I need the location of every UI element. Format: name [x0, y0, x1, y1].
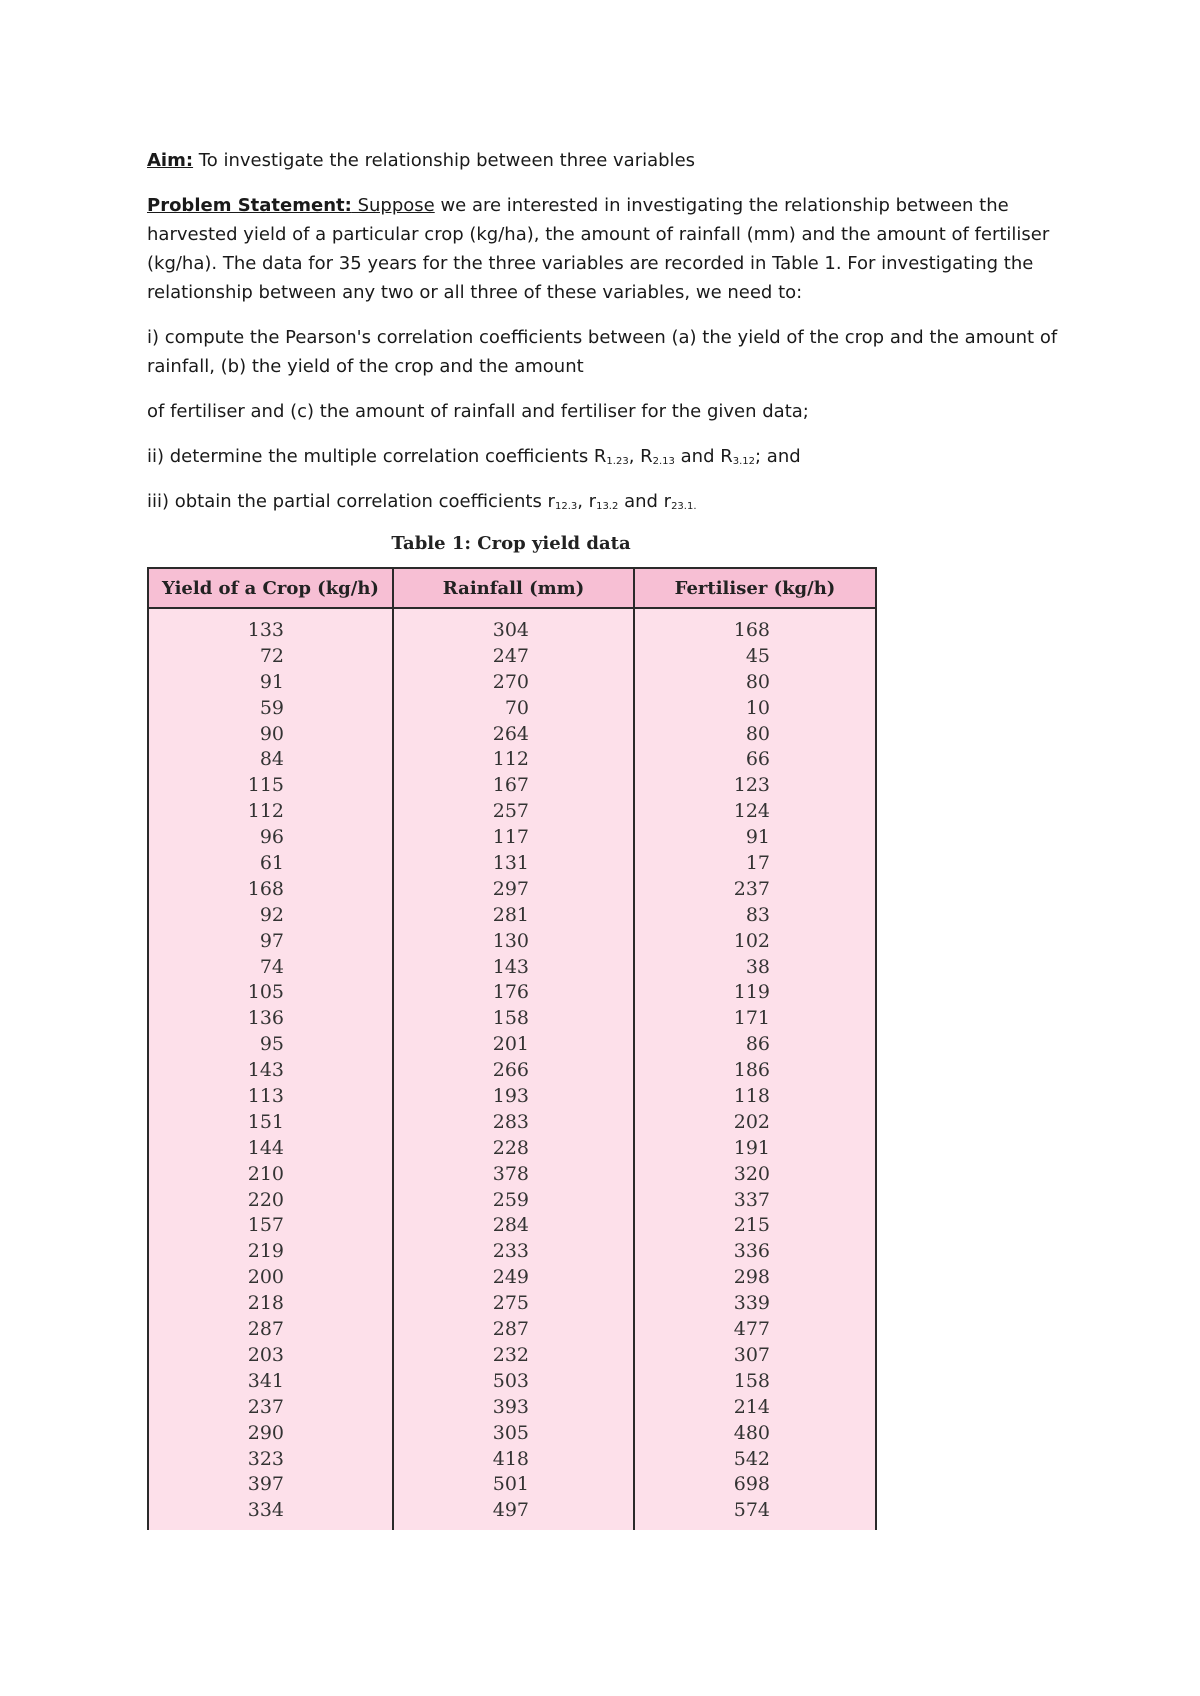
rainfall-cell: 418	[492, 1447, 529, 1470]
yield-cell: 144	[247, 1136, 284, 1159]
item-ii-sep1: , R	[628, 446, 653, 467]
yield-cell: 397	[247, 1473, 284, 1496]
fertiliser-cell: 38	[745, 955, 770, 978]
yield-cell: 203	[247, 1343, 284, 1366]
yield-cell: 92	[259, 903, 284, 926]
yield-cell: 115	[247, 774, 284, 797]
fertiliser-cell: 186	[733, 1059, 770, 1082]
item-ii-paragraph	[147, 442, 1067, 471]
rainfall-cell: 497	[492, 1499, 529, 1522]
yield-cell: 59	[259, 696, 284, 719]
yield-cell: 287	[247, 1318, 284, 1341]
fertiliser-cell: 102	[733, 929, 770, 952]
table-header-row	[149, 569, 875, 609]
fertiliser-cell: 202	[733, 1110, 770, 1133]
item-iii-sub2: 13.2	[596, 501, 619, 512]
fertiliser-cell: 298	[733, 1266, 770, 1289]
header-yield: Yield of a Crop (kg/h)	[149, 569, 394, 607]
fertiliser-cell: 542	[733, 1447, 770, 1470]
rainfall-cell: 143	[492, 955, 529, 978]
fertiliser-cell: 336	[733, 1240, 770, 1263]
rainfall-cell: 264	[492, 722, 529, 745]
crop-yield-table	[147, 567, 877, 1530]
fertiliser-cell: 477	[733, 1318, 770, 1341]
fertiliser-cell: 698	[733, 1473, 770, 1496]
rainfall-cell: 70	[504, 696, 529, 719]
yield-cell: 237	[247, 1395, 284, 1418]
problem-text: we are interested in investigating the relationship between the harvested yield of a particular crop (kg/ha), the amount of rainfall (mm) and the amount of fertiliser (kg/ha). The data for 35 years for the three variables are recorded in Table 1. For investigating the relationship between any two or all three of these variables, we need to:	[147, 195, 1050, 303]
fertiliser-cell: 214	[733, 1395, 770, 1418]
rainfall-cell: 283	[492, 1110, 529, 1133]
yield-cell: 220	[247, 1188, 284, 1211]
yield-cell: 97	[259, 929, 284, 952]
fertiliser-cell: 168	[733, 619, 770, 641]
yield-cell: 200	[247, 1266, 284, 1289]
fertiliser-cell: 83	[745, 903, 770, 926]
yield-cell: 157	[247, 1214, 284, 1237]
fertiliser-cell: 123	[733, 774, 770, 797]
rainfall-cell: 232	[492, 1343, 529, 1366]
yield-cell: 219	[247, 1240, 284, 1263]
item-ii-pre: ii) determine the multiple correlation coefficients R	[147, 446, 607, 467]
rainfall-cell: 304	[492, 619, 529, 641]
header-fertiliser: Fertiliser (kg/h)	[674, 577, 836, 599]
problem-lead-word: Suppose	[351, 195, 435, 216]
rainfall-cell: 158	[492, 1007, 529, 1030]
rainfall-cell: 503	[492, 1369, 529, 1392]
fertiliser-cell: 80	[745, 670, 770, 693]
item-iii-sub1: 12.3	[554, 501, 578, 512]
rainfall-cell: 501	[492, 1473, 529, 1496]
yield-cell: 151	[247, 1110, 284, 1133]
yield-cell: 113	[247, 1085, 284, 1108]
rainfall-cell: 201	[492, 1033, 529, 1056]
rainfall-cell: 257	[492, 800, 529, 823]
fertiliser-cell: 124	[733, 800, 770, 823]
rainfall-cell: 112	[492, 748, 529, 771]
yield-cell: 210	[247, 1162, 284, 1185]
item-iii-sub3: 23.1.	[671, 501, 697, 512]
rainfall-cell: 297	[492, 877, 529, 900]
fertiliser-cell: 320	[733, 1162, 770, 1185]
item-ii-sub2: 2.13	[652, 456, 675, 467]
fertiliser-cell: 17	[745, 852, 770, 875]
fertiliser-cell: 480	[733, 1421, 770, 1444]
yield-cell: 90	[259, 722, 284, 745]
yield-cell: 96	[259, 826, 284, 849]
rainfall-cell: 275	[492, 1292, 529, 1315]
rainfall-cell: 247	[492, 644, 529, 667]
rainfall-cell: 270	[492, 670, 529, 693]
rainfall-cell: 284	[492, 1214, 529, 1237]
rainfall-column	[394, 609, 635, 1530]
yield-cell: 143	[247, 1059, 284, 1082]
aim-label: Aim:	[147, 150, 194, 171]
item-ii-sep2: and R	[674, 446, 733, 467]
rainfall-cell: 131	[492, 852, 529, 875]
yield-cell: 72	[259, 644, 284, 667]
fertiliser-cell: 80	[745, 722, 770, 745]
yield-cell: 341	[247, 1369, 284, 1392]
rainfall-cell: 266	[492, 1059, 529, 1082]
aim-text: To investigate the relationship between three variables	[193, 150, 696, 171]
yield-column	[149, 609, 394, 1530]
item-i-paragraph: i) compute the Pearson's correlation coefficients between (a) the yield of the crop and the amount of rainfall, (b) the yield of the crop and the amount	[147, 327, 1058, 377]
fertiliser-cell: 574	[733, 1499, 770, 1522]
fertiliser-cell: 118	[733, 1085, 770, 1108]
problem-paragraph	[147, 191, 1067, 307]
item-iii-sep2: and r	[618, 491, 672, 512]
rainfall-cell: 233	[492, 1240, 529, 1263]
fertiliser-cell: 339	[733, 1292, 770, 1315]
rainfall-cell: 305	[492, 1421, 529, 1444]
document-body	[147, 146, 1067, 532]
item-iii-sep1: , r	[577, 491, 597, 512]
item-i-continuation: of fertiliser and (c) the amount of rainfall and fertiliser for the given data;	[147, 401, 809, 422]
yield-cell: 136	[247, 1007, 284, 1030]
fertiliser-cell: 307	[733, 1343, 770, 1366]
fertiliser-cell: 171	[733, 1007, 770, 1030]
rainfall-cell: 249	[492, 1266, 529, 1289]
rainfall-cell: 378	[492, 1162, 529, 1185]
header-rainfall: Rainfall (mm)	[394, 569, 635, 607]
rainfall-cell: 193	[492, 1085, 529, 1108]
fertiliser-cell: 191	[733, 1136, 770, 1159]
rainfall-cell: 287	[492, 1318, 529, 1341]
item-ii-post: ; and	[755, 446, 801, 467]
fertiliser-cell: 86	[745, 1033, 770, 1056]
rainfall-cell: 176	[492, 981, 529, 1004]
rainfall-cell: 167	[492, 774, 529, 797]
fertiliser-column	[635, 609, 875, 1530]
yield-cell: 218	[247, 1292, 284, 1315]
fertiliser-cell: 45	[745, 644, 770, 667]
fertiliser-cell: 66	[745, 748, 770, 771]
yield-cell: 91	[259, 670, 284, 693]
yield-cell: 95	[259, 1033, 284, 1056]
fertiliser-cell: 215	[733, 1214, 770, 1237]
yield-cell: 84	[259, 748, 284, 771]
yield-cell: 133	[247, 619, 284, 641]
yield-cell: 112	[247, 800, 284, 823]
table-caption: Table 1: Crop yield data	[391, 533, 631, 554]
yield-cell: 105	[247, 981, 284, 1004]
fertiliser-cell: 337	[733, 1188, 770, 1211]
yield-cell: 323	[247, 1447, 284, 1470]
fertiliser-cell: 237	[733, 877, 770, 900]
yield-cell: 290	[247, 1421, 284, 1444]
item-iii-pre: iii) obtain the partial correlation coefficients r	[147, 491, 555, 512]
rainfall-cell: 130	[492, 929, 529, 952]
rainfall-cell: 228	[492, 1136, 529, 1159]
item-ii-sub3: 3.12	[732, 456, 755, 467]
rainfall-cell: 281	[492, 903, 529, 926]
item-iii-paragraph	[147, 487, 1067, 516]
problem-label: Problem Statement:	[147, 195, 352, 216]
yield-cell: 334	[247, 1499, 284, 1522]
yield-cell: 168	[247, 877, 284, 900]
fertiliser-cell: 91	[745, 826, 770, 849]
yield-cell: 61	[259, 852, 284, 875]
aim-paragraph	[147, 146, 1067, 175]
rainfall-cell: 259	[492, 1188, 529, 1211]
rainfall-cell: 117	[492, 826, 529, 849]
yield-cell: 74	[259, 955, 284, 978]
item-ii-sub1: 1.23	[606, 456, 629, 467]
rainfall-cell: 393	[492, 1395, 529, 1418]
fertiliser-cell: 119	[733, 981, 770, 1004]
table-body	[149, 609, 875, 1530]
fertiliser-cell: 10	[745, 696, 770, 719]
fertiliser-cell: 158	[733, 1369, 770, 1392]
